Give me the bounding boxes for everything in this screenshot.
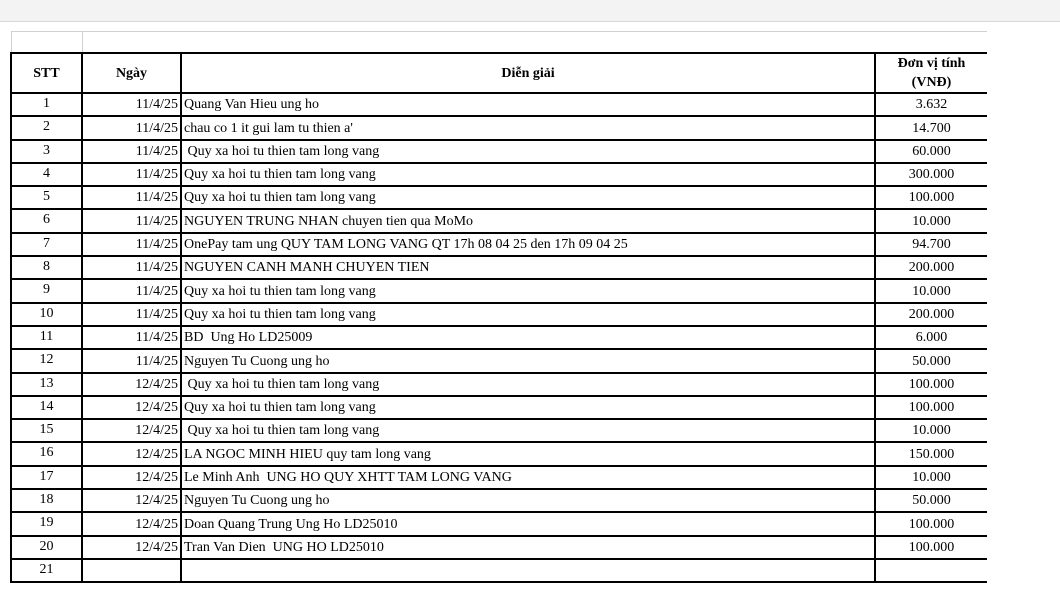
blank-row bbox=[11, 32, 987, 54]
donation-table bbox=[10, 31, 987, 583]
date-cell: 11/4/25 bbox=[82, 93, 181, 116]
date-cell: 12/4/25 bbox=[82, 373, 181, 396]
description-cell: NGUYEN CANH MANH CHUYEN TIEN bbox=[181, 256, 875, 279]
row-number-cell: 3 bbox=[11, 140, 82, 163]
amount-cell: 150.000 bbox=[875, 442, 987, 465]
blank-cell bbox=[82, 32, 987, 54]
row-number-cell: 16 bbox=[11, 442, 82, 465]
date-cell: 12/4/25 bbox=[82, 536, 181, 559]
amount-cell: 10.000 bbox=[875, 279, 987, 302]
amount-cell: 10.000 bbox=[875, 209, 987, 232]
description-cell: Quy xa hoi tu thien tam long vang bbox=[181, 419, 875, 442]
row-number-cell: 17 bbox=[11, 466, 82, 489]
description-cell: Quang Van Hieu ung ho bbox=[181, 93, 875, 116]
header-amount-line1: Đơn vị tính bbox=[897, 56, 966, 71]
table-row bbox=[11, 442, 987, 465]
table-row bbox=[11, 512, 987, 535]
date-cell: 11/4/25 bbox=[82, 279, 181, 302]
row-number-cell: 18 bbox=[11, 489, 82, 512]
amount-cell: 6.000 bbox=[875, 326, 987, 349]
row-number-cell: 21 bbox=[11, 559, 82, 582]
header-amount-line2: (VNĐ) bbox=[911, 75, 952, 90]
header-row bbox=[11, 53, 987, 93]
blank-cell bbox=[11, 32, 82, 54]
table-row bbox=[11, 349, 987, 372]
row-number-cell: 11 bbox=[11, 326, 82, 349]
table-row bbox=[11, 93, 987, 116]
row-number-cell: 13 bbox=[11, 373, 82, 396]
description-cell: Le Minh Anh UNG HO QUY XHTT TAM LONG VANG bbox=[181, 466, 875, 489]
date-cell: 11/4/25 bbox=[82, 163, 181, 186]
table-row bbox=[11, 559, 987, 582]
amount-cell: 50.000 bbox=[875, 489, 987, 512]
amount-cell: 100.000 bbox=[875, 512, 987, 535]
row-number-cell: 9 bbox=[11, 279, 82, 302]
description-cell bbox=[181, 559, 875, 582]
date-cell: 11/4/25 bbox=[82, 186, 181, 209]
table-row bbox=[11, 373, 987, 396]
header-date: Ngày bbox=[82, 53, 181, 93]
row-number-cell: 1 bbox=[11, 93, 82, 116]
row-number-cell: 5 bbox=[11, 186, 82, 209]
viewer-toolbar bbox=[0, 0, 1060, 22]
description-cell: Nguyen Tu Cuong ung ho bbox=[181, 349, 875, 372]
amount-cell: 60.000 bbox=[875, 140, 987, 163]
row-number-cell: 10 bbox=[11, 303, 82, 326]
row-number-cell: 6 bbox=[11, 209, 82, 232]
amount-cell: 100.000 bbox=[875, 373, 987, 396]
amount-cell: 200.000 bbox=[875, 303, 987, 326]
date-cell: 12/4/25 bbox=[82, 396, 181, 419]
row-number-cell: 2 bbox=[11, 116, 82, 139]
amount-cell: 200.000 bbox=[875, 256, 987, 279]
date-cell: 11/4/25 bbox=[82, 326, 181, 349]
row-number-cell: 4 bbox=[11, 163, 82, 186]
date-cell: 11/4/25 bbox=[82, 116, 181, 139]
date-cell: 12/4/25 bbox=[82, 466, 181, 489]
description-cell: BD Ung Ho LD25009 bbox=[181, 326, 875, 349]
description-cell: Quy xa hoi tu thien tam long vang bbox=[181, 373, 875, 396]
description-cell: Quy xa hoi tu thien tam long vang bbox=[181, 163, 875, 186]
table-row bbox=[11, 116, 987, 139]
date-cell: 11/4/25 bbox=[82, 349, 181, 372]
description-cell: LA NGOC MINH HIEU quy tam long vang bbox=[181, 442, 875, 465]
date-cell: 11/4/25 bbox=[82, 233, 181, 256]
amount-cell: 10.000 bbox=[875, 419, 987, 442]
amount-cell: 50.000 bbox=[875, 349, 987, 372]
row-number-cell: 14 bbox=[11, 396, 82, 419]
date-cell: 12/4/25 bbox=[82, 489, 181, 512]
table-row bbox=[11, 186, 987, 209]
table-row bbox=[11, 419, 987, 442]
amount-cell: 3.632 bbox=[875, 93, 987, 116]
table-row bbox=[11, 209, 987, 232]
amount-cell: 100.000 bbox=[875, 536, 987, 559]
date-cell: 12/4/25 bbox=[82, 442, 181, 465]
table-row bbox=[11, 326, 987, 349]
amount-cell: 100.000 bbox=[875, 186, 987, 209]
description-cell: Nguyen Tu Cuong ung ho bbox=[181, 489, 875, 512]
amount-cell: 100.000 bbox=[875, 396, 987, 419]
description-cell: Quy xa hoi tu thien tam long vang bbox=[181, 396, 875, 419]
date-cell: 11/4/25 bbox=[82, 256, 181, 279]
description-cell: Quy xa hoi tu thien tam long vang bbox=[181, 303, 875, 326]
row-number-cell: 15 bbox=[11, 419, 82, 442]
amount-cell bbox=[875, 559, 987, 582]
table-row bbox=[11, 256, 987, 279]
amount-cell: 10.000 bbox=[875, 466, 987, 489]
date-cell: 11/4/25 bbox=[82, 140, 181, 163]
description-cell: Doan Quang Trung Ung Ho LD25010 bbox=[181, 512, 875, 535]
row-number-cell: 8 bbox=[11, 256, 82, 279]
spreadsheet-view[interactable] bbox=[10, 31, 987, 611]
description-cell: OnePay tam ung QUY TAM LONG VANG QT 17h 08 04 25 den 17h 09 04 25 bbox=[181, 233, 875, 256]
table-row bbox=[11, 279, 987, 302]
row-number-cell: 20 bbox=[11, 536, 82, 559]
date-cell: 12/4/25 bbox=[82, 512, 181, 535]
description-cell: chau co 1 it gui lam tu thien a' bbox=[181, 116, 875, 139]
date-cell: 11/4/25 bbox=[82, 209, 181, 232]
table-row bbox=[11, 233, 987, 256]
date-cell: 12/4/25 bbox=[82, 419, 181, 442]
description-cell: Tran Van Dien UNG HO LD25010 bbox=[181, 536, 875, 559]
table-row bbox=[11, 140, 987, 163]
table-row bbox=[11, 536, 987, 559]
row-number-cell: 19 bbox=[11, 512, 82, 535]
amount-cell: 300.000 bbox=[875, 163, 987, 186]
date-cell: 11/4/25 bbox=[82, 303, 181, 326]
table-row bbox=[11, 489, 987, 512]
description-cell: Quy xa hoi tu thien tam long vang bbox=[181, 186, 875, 209]
amount-cell: 14.700 bbox=[875, 116, 987, 139]
header-stt: STT bbox=[11, 53, 82, 93]
amount-cell: 94.700 bbox=[875, 233, 987, 256]
description-cell: Quy xa hoi tu thien tam long vang bbox=[181, 140, 875, 163]
row-number-cell: 12 bbox=[11, 349, 82, 372]
description-cell: Quy xa hoi tu thien tam long vang bbox=[181, 279, 875, 302]
table-row bbox=[11, 466, 987, 489]
description-cell: NGUYEN TRUNG NHAN chuyen tien qua MoMo bbox=[181, 209, 875, 232]
table-row bbox=[11, 396, 987, 419]
header-description: Diễn giải bbox=[181, 53, 875, 93]
table-row bbox=[11, 163, 987, 186]
table-row bbox=[11, 303, 987, 326]
date-cell bbox=[82, 559, 181, 582]
row-number-cell: 7 bbox=[11, 233, 82, 256]
header-amount bbox=[875, 53, 987, 93]
